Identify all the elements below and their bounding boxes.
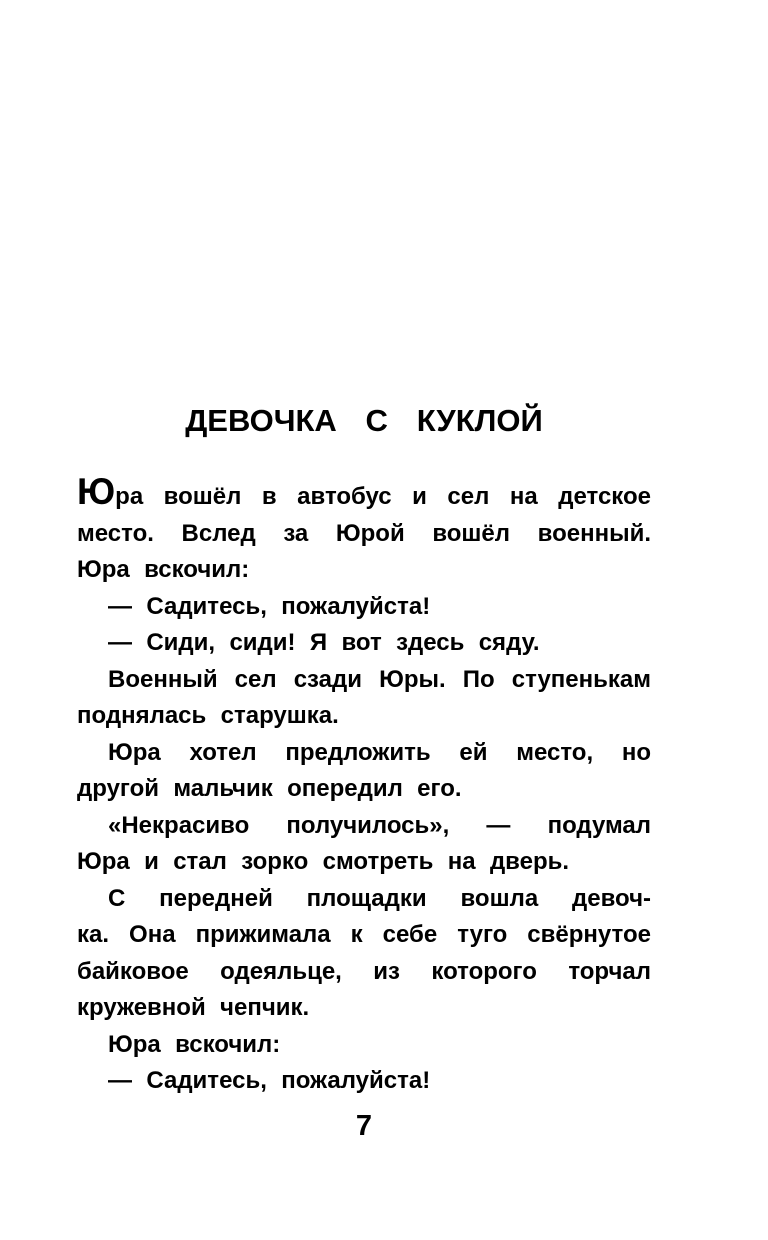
text-line: С передней площадки вошла девоч- <box>108 884 651 912</box>
text-line: Юра хотел предложить ей место, но <box>108 738 651 766</box>
text-line: Юра вошёл в автобус и сел на детское <box>77 471 651 512</box>
initial-letter: Ю <box>77 471 116 512</box>
page-number: 7 <box>355 1110 373 1142</box>
text-line: ка. Она прижимала к себе туго свёрнутое <box>77 921 651 948</box>
text-line: Юра вскочил: <box>77 556 250 583</box>
story-title: ДЕВОЧКА С КУКЛОЙ <box>185 403 543 438</box>
text-block <box>77 471 651 1100</box>
text-line: кружевной чепчик. <box>77 994 310 1021</box>
text-line: поднялась старушка. <box>77 702 339 729</box>
text-line: — Садитесь, пожалуйста! <box>108 592 431 620</box>
text-line: байковое одеяльце, из которого торчал <box>77 957 651 985</box>
text-line: — Сиди, сиди! Я вот здесь сяду. <box>108 629 540 656</box>
text-line: — Садитесь, пожалуйста! <box>108 1067 431 1094</box>
text-line: место. Вслед за Юрой вошёл военный. <box>77 519 651 547</box>
text-line: Юра вскочил: <box>108 1030 281 1058</box>
text-line: «Некрасиво получилось», — подумал <box>108 811 651 839</box>
text-line: другой мальчик опередил его. <box>77 775 462 802</box>
text-line: Военный сел сзади Юры. По ступенькам <box>108 665 651 693</box>
text-line: Юра и стал зорко смотреть на дверь. <box>77 848 570 875</box>
